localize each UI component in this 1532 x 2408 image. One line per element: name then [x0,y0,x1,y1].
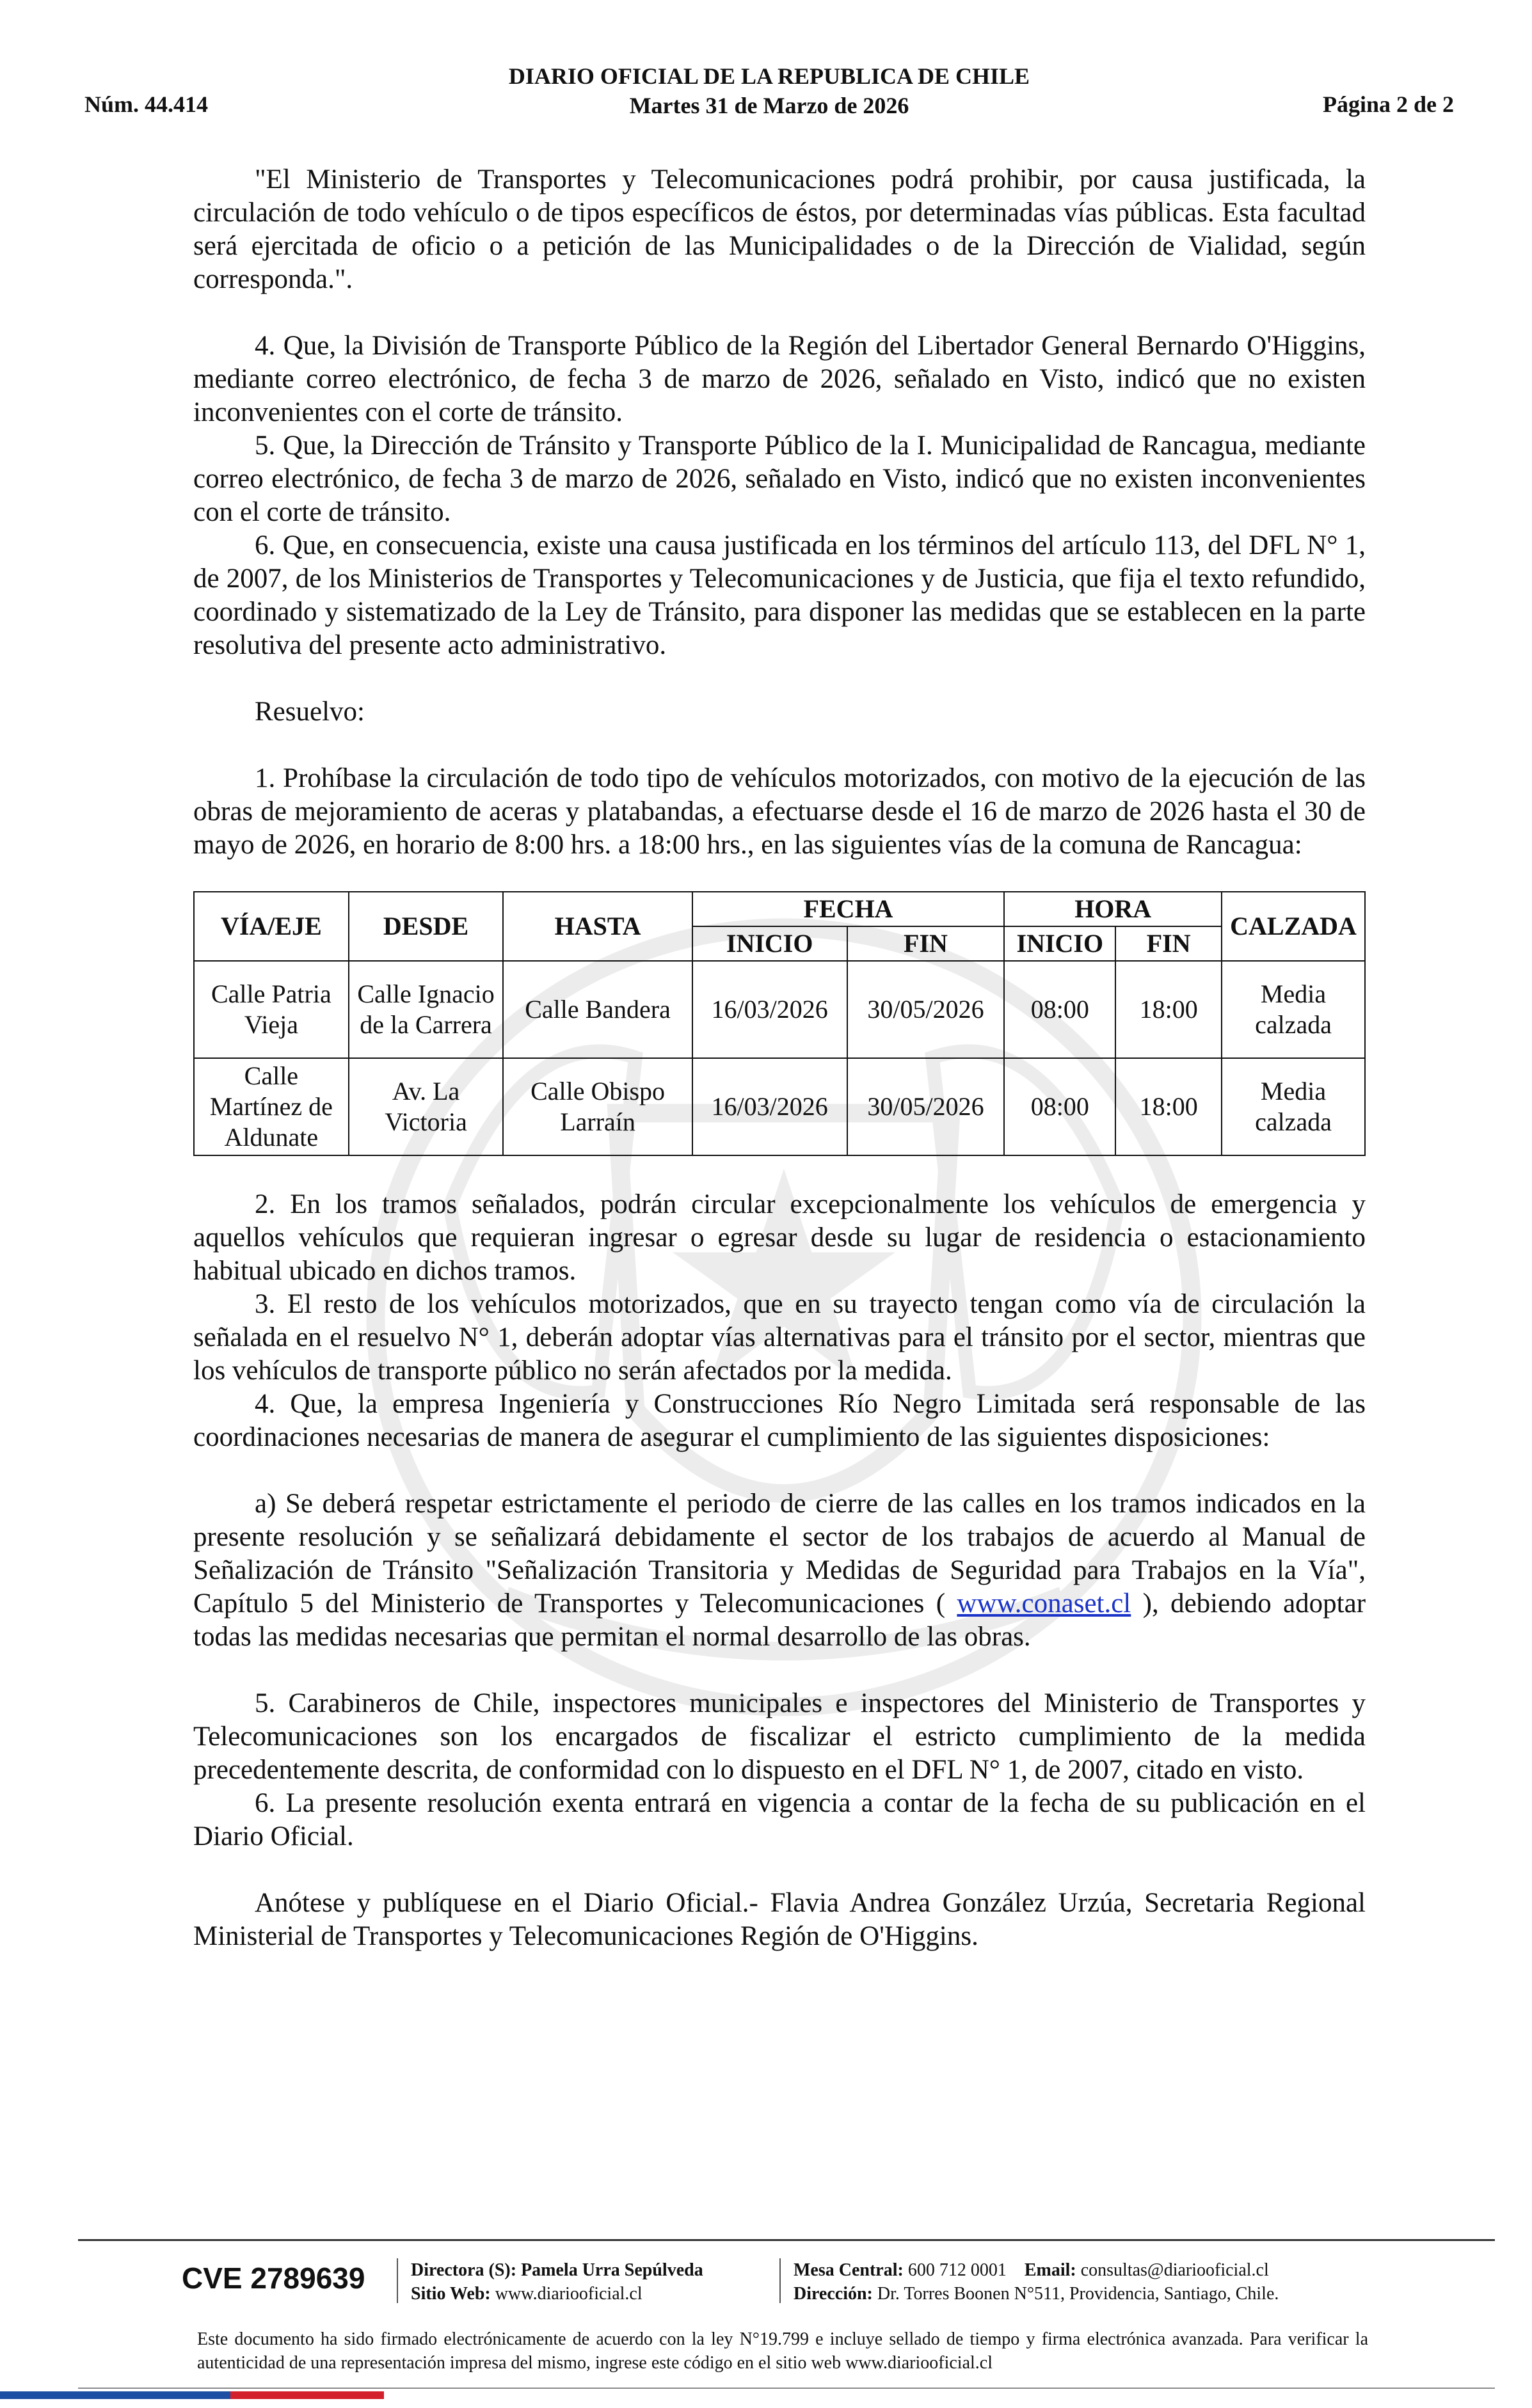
directora-line [411,2258,703,2282]
header-hora-inicio: INICIO [1004,926,1115,961]
flag-red-band [230,2391,384,2399]
considerando-5: 5. Que, la Dirección de Tránsito y Transporte Público de la I. Municipalidad de Rancagua, mediante correo electrónico, de fecha 3 de marzo de 2026, señalado en Visto, indicó que no existen inconvenientes con el corte de tránsito. [193,431,1366,527]
issue-number: Núm. 44.414 [84,91,209,117]
considerando-6: 6. Que, en consecuencia, existe una causa justificada en los términos del artículo 113, del DFL N° 1, de 2007, de los Ministerios de Transportes y Telecomunicaciones y de Justicia, que fija el texto refundido, coordinado y sistematizado de la Ley de Tránsito, para disponer las medidas que se establecen en la parte resolutiva del presente acto administrativo. [193,530,1366,660]
road-closure-table [193,891,1366,1156]
footer-contact-right [794,2258,1279,2306]
resuelvo-6: 6. La presente resolución exenta entrará en vigencia a contar de la fecha de su publicación en el Diario Oficial. [193,1788,1366,1851]
cell-hora-inicio: 08:00 [1004,1058,1115,1155]
page-footer [0,2239,1532,2408]
direccion-label: Dirección: [794,2284,873,2304]
direccion-line [794,2282,1279,2306]
resuelvo-5: 5. Carabineros de Chile, inspectores municipales e inspectores del Ministerio de Transportes y Telecomunicaciones son los encargados de fiscalizar el estricto cumplimiento de la medida precedentemente descrita, de conformidad con lo dispuesto en el DFL N° 1, de 2007, citado en visto. [193,1688,1366,1785]
resuelvo-3: 3. El resto de los vehículos motorizados, que en su trayecto tengan como vía de circulación la señalada en el resuelvo N° 1, deberán adoptar vías alternativas para el tránsito por el sector, mientras que los vehículos de transporte público no serán afectados por la medida. [193,1289,1366,1386]
mesa-email-line [794,2258,1279,2282]
page-header [84,61,1454,125]
document-body [193,163,1366,1953]
item-a [193,1487,1366,1654]
resuelvo-1: 1. Prohíbase la circulación de todo tipo de vehículos motorizados, con motivo de la ejecución de las obras de mejoramiento de aceras y platabandas, a efectuarse desde el 16 de marzo de 2026 hasta el 30 de mayo de 2026, en horario de 8:00 hrs. a 18:00 hrs., en las siguientes vías de la comuna de Rancagua: [193,763,1366,860]
header-hora-fin: FIN [1115,926,1222,961]
page-number: Página 2 de 2 [1322,91,1454,117]
considerando-4: 4. Que, la División de Transporte Público de la Región del Libertador General Bernardo O'Higgins, mediante correo electrónico, de fecha 3 de marzo de 2026, señalado en Visto, indicó que no existen inconvenientes con el corte de tránsito. [193,331,1366,427]
mesa-value: 600 712 0001 [907,2260,1007,2280]
header-desde: DESDE [349,892,504,961]
cell-hasta: Calle Bandera [503,961,692,1058]
resuelvo-heading: Resuelvo: [255,697,365,727]
direccion-value: Dr. Torres Boonen N°511, Providencia, Santiago, Chile. [877,2284,1279,2304]
conaset-link[interactable]: www.conaset.cl [957,1588,1131,1619]
footer-bottom-divider [78,2388,1495,2389]
cell-via: Calle Martínez de Aldunate [194,1058,349,1155]
table-row [194,1058,1365,1155]
mesa-label: Mesa Central: [794,2260,904,2280]
cell-hora-fin: 18:00 [1115,1058,1222,1155]
sitio-label: Sitio Web: [411,2284,491,2304]
table-row [194,961,1365,1058]
sitio-value[interactable]: www.diariooficial.cl [495,2284,642,2304]
footer-separator [397,2258,398,2303]
header-calzada: CALZADA [1222,892,1365,961]
flag-stripe [0,2391,384,2399]
legal-notice: Este documento ha sido firmado electrónicamente de acuerdo con la ley N°19.799 e incluye sellado de tiempo y firma electrónica avanzada. Para verificar la autenticidad de una representación impresa del mismo, ingrese este código en el sitio web www.diariooficial.cl [197,2329,1368,2373]
cve-code: CVE 2789639 [182,2261,365,2295]
publication-date: Martes 31 de Marzo de 2026 [629,93,909,118]
email-value[interactable]: consultas@diariooficial.cl [1080,2260,1269,2280]
footer-separator [779,2258,781,2303]
cell-desde: Av. La Victoria [349,1058,504,1155]
header-fecha: FECHA [692,892,1005,926]
cell-hasta: Calle Obispo Larraín [503,1058,692,1155]
resuelvo-4: 4. Que, la empresa Ingeniería y Construcciones Río Negro Limitada será responsable de las coordinaciones necesarias de manera de asegurar el cumplimiento de las siguientes disposiciones: [193,1389,1366,1452]
sitio-line [411,2282,703,2306]
cell-hora-inicio: 08:00 [1004,961,1115,1058]
publication-title: DIARIO OFICIAL DE LA REPUBLICA DE CHILE [508,63,1030,89]
cell-desde: Calle Ignacio de la Carrera [349,961,504,1058]
flag-blue-band [0,2391,230,2399]
quote-paragraph: "El Ministerio de Transportes y Telecomunicaciones podrá prohibir, por causa justificada, la circulación de todo vehículo o de tipos específicos de éstos, por determinadas vías públicas. Esta facultad será ejercitada de oficio o a petición de las Municipalidades o de la Dirección de Vialidad, según corresponda.". [193,164,1366,294]
cell-via: Calle Patria Vieja [194,961,349,1058]
cell-calzada: Media calzada [1222,961,1365,1058]
item-a-text-end: ), debiendo adoptar todas las medidas necesarias que permitan el normal desarrollo de las obras. [193,1588,1366,1652]
header-fecha-inicio: INICIO [692,926,847,961]
footer-contact-left [411,2258,703,2306]
cell-fecha-fin: 30/05/2026 [847,1058,1005,1155]
cell-fecha-inicio: 16/03/2026 [692,1058,847,1155]
header-hasta: HASTA [503,892,692,961]
cell-calzada: Media calzada [1222,1058,1365,1155]
header-hora: HORA [1004,892,1222,926]
footer-divider [78,2239,1495,2241]
closing-signature: Anótese y publíquese en el Diario Oficial.- Flavia Andrea González Urzúa, Secretaria Regional Ministerial de Transportes y Telecomunicaciones Región de O'Higgins. [193,1888,1366,1951]
cell-fecha-fin: 30/05/2026 [847,961,1005,1058]
email-label: Email: [1024,2260,1076,2280]
directora-label: Directora (S): [411,2260,517,2280]
resuelvo-2: 2. En los tramos señalados, podrán circular excepcionalmente los vehículos de emergencia y aquellos vehículos que requieran ingresar o egresar desde su lugar de residencia o estacionamiento habitual ubicado en dichos tramos. [193,1189,1366,1286]
header-fecha-fin: FIN [847,926,1005,961]
header-center [84,61,1454,120]
cell-hora-fin: 18:00 [1115,961,1222,1058]
header-via: VÍA/EJE [194,892,349,961]
item-a-text: a) Se deberá respetar estrictamente el periodo de cierre de las calles en los tramos indicados en la presente resolución y se señalizará debidamente el sector de los trabajos de acuerdo al Manual de Señalización de Tránsito "Señalización Transitoria y Medidas de Seguridad para Trabajos en la Vía", Capítulo 5 del Ministerio de Transportes y Telecomunicaciones ( [193,1489,1366,1619]
cell-fecha-inicio: 16/03/2026 [692,961,847,1058]
directora-value: Pamela Urra Sepúlveda [521,2260,703,2280]
